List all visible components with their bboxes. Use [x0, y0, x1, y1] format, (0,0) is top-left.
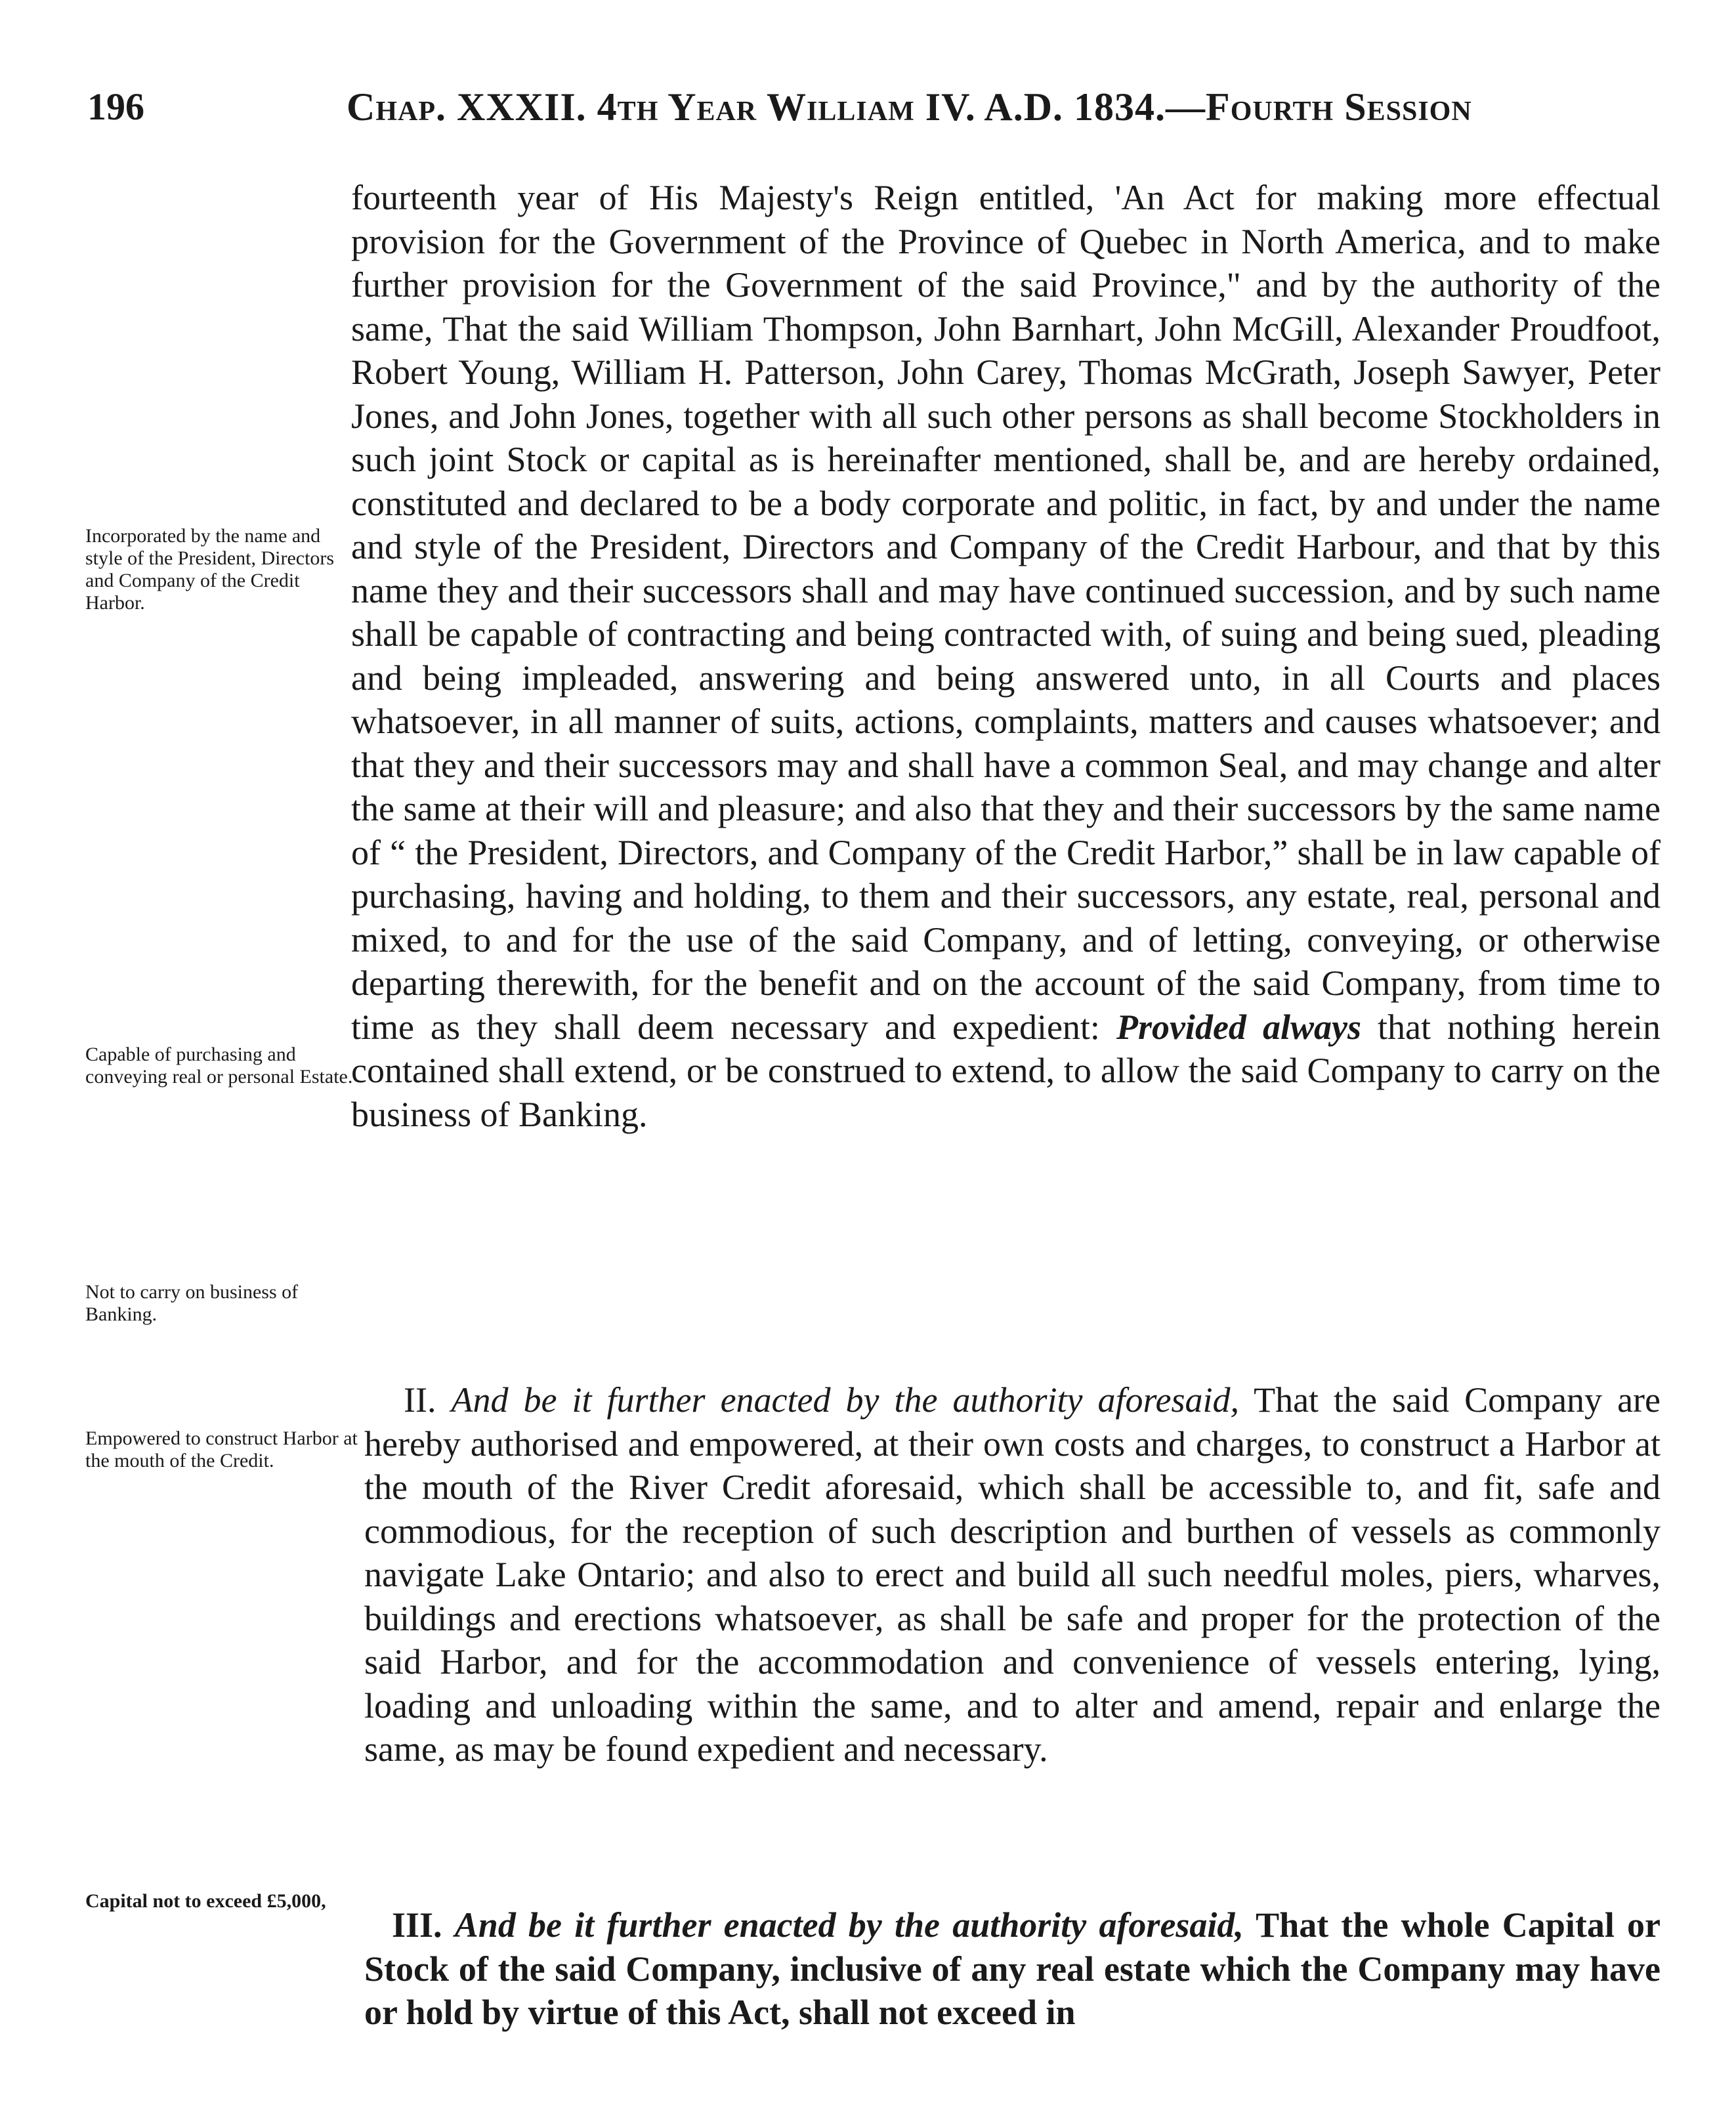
- section-2-number: II.: [404, 1380, 436, 1420]
- margin-note-capable: Capable of purchasing and conveying real or personal Estate.: [85, 1044, 353, 1088]
- margin-note-banking: Not to carry on business of Banking.: [85, 1281, 299, 1325]
- section-3-paragraph: [364, 1903, 1661, 2035]
- section-1-paragraph: [351, 176, 1661, 1136]
- section-2-text: That the said Company are hereby authorised and empowered, at their own costs and charges, to construct a Harbor at the mouth of the River Credit aforesaid, which shall be accessible to, and fit, safe and commodious, for the reception of such description and burthen of vessels as commonly navigate Lake Ontario; and also to erect and build all such needful moles, piers, wharves, buildings and erections whatsoever, as shall be safe and proper for the protection of the said Harbor, and for the accommodation and convenience of vessels entering, lying, loading and unloading within the same, and to alter and amend, repair and enlarge the same, as may be found expedient and necessary.: [364, 1380, 1661, 1769]
- margin-note-empowered: Empowered to construct Harbor at the mouth of the Credit.: [85, 1427, 358, 1471]
- section-1-text: fourteenth year of His Majesty's Reign entitled, 'An Act for making more effectual provision for the Government of the Province of Quebec in North America, and to make further provision for the Government of the said Province," and by the authority of the same, That the said William Thompson, John Barnhart, John McGill, Alexander Proudfoot, Robert Young, William H. Patterson, John Carey, Thomas McGrath, Joseph Sawyer, Peter Jones, and John Jones, together with all such other persons as shall become Stockholders in such joint Stock or capital as is hereinafter mentioned, shall be, and are hereby ordained, constituted and declared to be a body corporate and politic, in fact, by and under the name and style of the President, Directors and Company of the Credit Harbour, and that by this name they and their successors shall and may have continued succession, and by such name shall be capable of contracting and being contracted with, of suing and being sued, pleading and being impleaded, answering and being answered unto, in all Courts and places whatsoever, in all manner of suits, actions, complaints, matters and causes whatsoever; and that they and their successors may and shall have a common Seal, and may change and alter the same at their will and pleasure; and also that they and their successors by the same name of “ the President, Directors, and Company of the Credit Harbor,” shall be in law capable of purchasing, having and holding, to them and their successors, any estate, real, personal and mixed, to and for the use of the said Company, and of letting, conveying, or otherwise departing therewith, for the benefit and on the account of the said Company, from time to time as they shall deem necessary and expedient:: [351, 178, 1661, 1047]
- section-3-number: III.: [392, 1905, 442, 1945]
- section-3-text: That the whole Capital or Stock of the said Company, inclusive of any real estate which the Company may have or hold by virtue of this Act, shall not exceed in: [364, 1905, 1661, 2032]
- margin-note-capital: Capital not to exceed £5,000,: [85, 1890, 326, 1912]
- proviso-phrase: Provided always: [1116, 1007, 1361, 1047]
- section-3-enacting-clause: And be it further enacted by the authority aforesaid,: [454, 1905, 1244, 1945]
- margin-note-incorporated: Incorporated by the name and style of the President, Directors and Company of the Credit Harbor.: [85, 525, 335, 614]
- page-number: 196: [87, 85, 144, 128]
- section-2-paragraph: [364, 1378, 1661, 1771]
- section-1-text-end: that nothing herein contained shall extend, or be construed to extend, to allow the said Company to carry on the business of Banking.: [351, 1007, 1661, 1134]
- running-header: Chap. XXXII. 4th Year William IV. A.D. 1834.—Fourth Session: [347, 85, 1472, 129]
- section-2-enacting-clause: And be it further enacted by the authority aforesaid,: [451, 1380, 1240, 1420]
